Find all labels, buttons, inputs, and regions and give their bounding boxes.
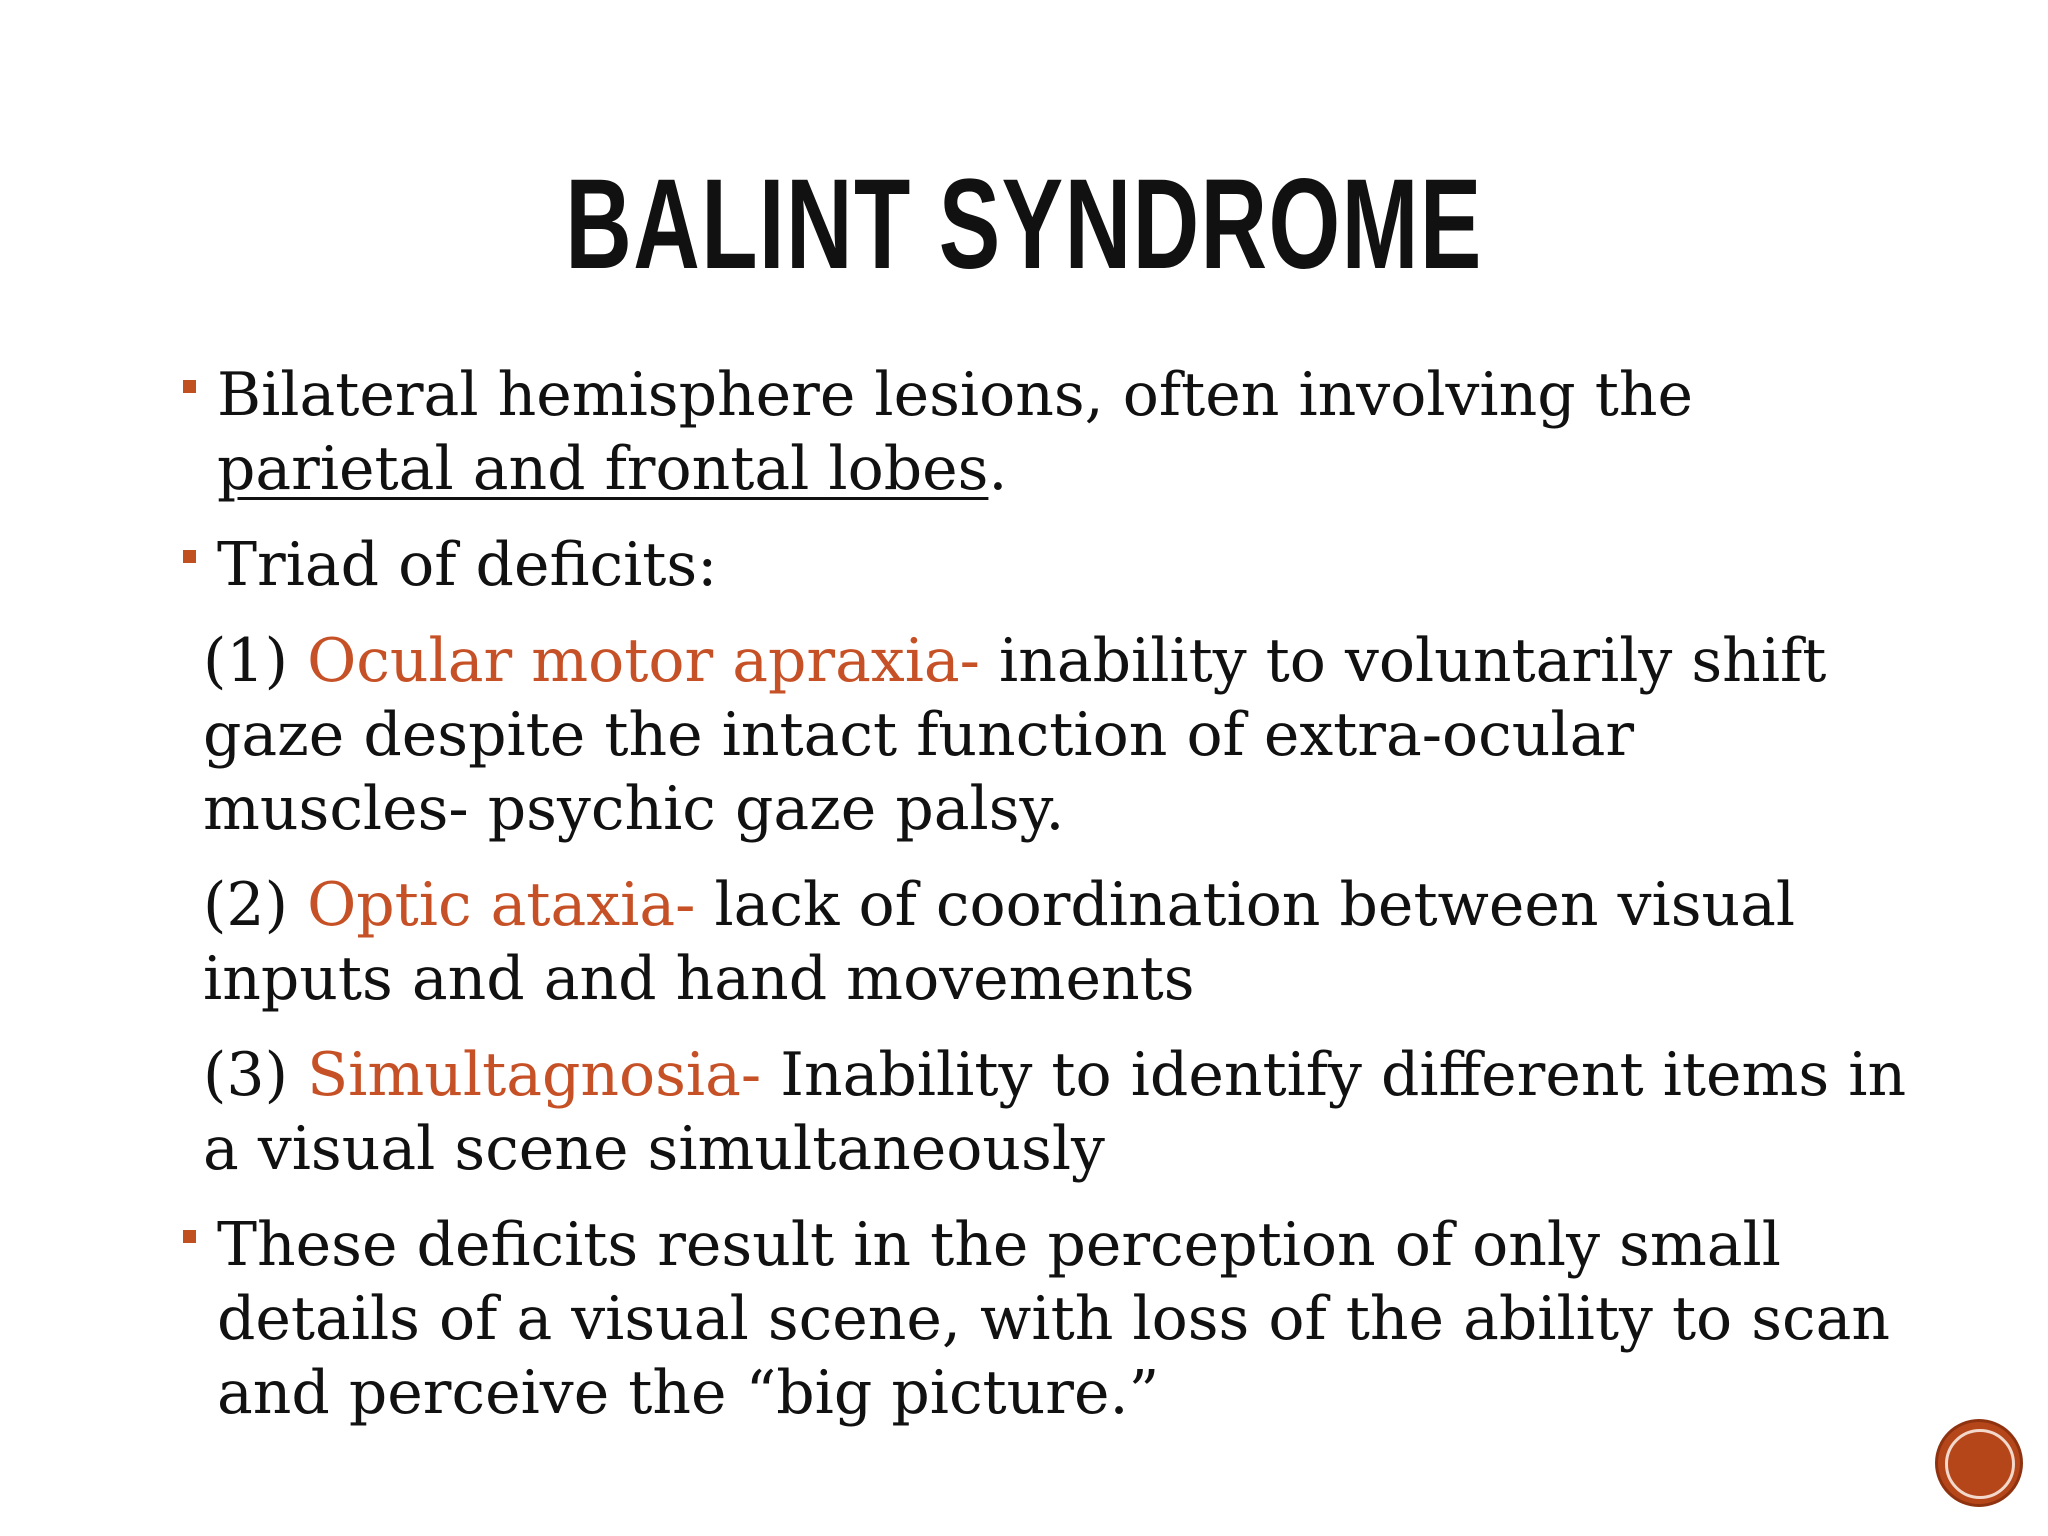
deficit-term: Ocular motor apraxia- (307, 626, 980, 696)
deficit-number: (1) (203, 626, 308, 696)
deficit-description: inability to voluntarily shift gaze despite the intact function of extra-ocular muscles- psychic gaze palsy. (203, 626, 1827, 844)
deficit-number: (3) (203, 1040, 308, 1110)
underlined-text: parietal and frontal lobes (217, 434, 989, 504)
slide-content (175, 358, 1915, 1430)
bullet-lesions (175, 358, 1915, 506)
bullet-square-icon (183, 550, 196, 563)
slide-corner-badge-icon (1938, 1422, 2020, 1504)
bullet-text: Triad of deficits: (217, 530, 718, 600)
badge-ring (1945, 1429, 2015, 1499)
deficit-description: Inability to identify different items in a visual scene simultaneously (203, 1040, 1907, 1184)
bullet-text: Bilateral hemisphere lesions, often involving the (217, 360, 1693, 430)
deficit-term: Simultagnosia- (307, 1040, 762, 1110)
deficit-term: Optic ataxia- (307, 870, 696, 940)
deficit-item (175, 624, 1915, 846)
deficit-item (175, 868, 1915, 1016)
slide-title: BALINT SYNDROME (565, 153, 1483, 296)
deficit-item (175, 1038, 1915, 1186)
bullet-triad (175, 528, 1915, 602)
bullet-conclusion (175, 1208, 1915, 1430)
deficit-description: lack of coordination between visual inputs and and hand movements (203, 870, 1796, 1014)
bullet-square-icon (183, 1230, 196, 1243)
bullet-square-icon (183, 380, 196, 393)
bullet-text: These deficits result in the perception of only small details of a visual scene, with loss of the ability to scan and perceive the “big picture.” (217, 1210, 1891, 1428)
bullet-text-end: . (988, 434, 1008, 504)
deficit-number: (2) (203, 870, 308, 940)
